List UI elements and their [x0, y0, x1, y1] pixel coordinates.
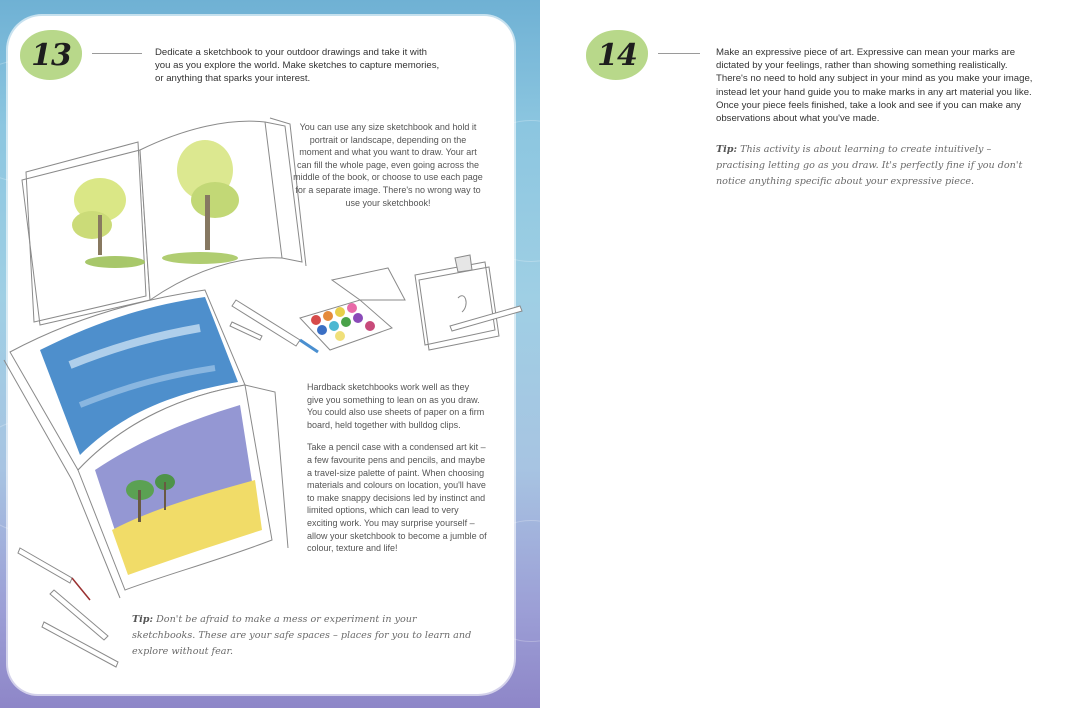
- activity-intro: Dedicate a sketchbook to your outdoor drawings and take it with you as you explore the world. Make sketches to capture memories, or anything that sparks your interest.: [155, 47, 440, 85]
- pencils-group: [18, 548, 118, 667]
- paint-palette: [300, 268, 405, 350]
- tip-text: This activity is about learning to create intuitively – practising letting go as you draw. It's perfectly fine if you don't notice anything specific about your expressive piece.: [716, 144, 1023, 187]
- clipped-notepad: [415, 255, 499, 350]
- open-sketchbook-top: [22, 118, 306, 325]
- pencil-short: [230, 322, 262, 340]
- body-text-sketchbook-size: You can use any size sketchbook and hold it portrait or landscape, depending on the moment and what you want to draw. Your art can fill the whole page, even going across the middle of the book, or choose to use each page for a separate image. There's no wrong way to use your sketchbook!: [293, 122, 483, 208]
- paintbrush: [232, 300, 318, 352]
- divider-line: [658, 53, 700, 54]
- activity-number-badge: [586, 30, 648, 80]
- activity-number: 13: [31, 37, 71, 73]
- paragraph-hardback: Hardback sketchbooks work well as they give you something to lean on as you draw. You could also use sheets of paper on a firm board, held together with bulldog clips.: [307, 382, 485, 430]
- tip-label: Tip:: [132, 614, 154, 625]
- paragraph-pencil-case: Take a pencil case with a condensed art kit – a few favourite pens and pencils, and maybe a travel-size palette of paint. When choosing materials and colours on location, you'll have to make snappy decisions led by instinct and limited options, which can lead to very exciting work. You may surprise yourself – allow your sketchbook to become a jumble of colour, texture and life!: [307, 442, 487, 554]
- body-text-hardback: [307, 381, 487, 565]
- activity-number: 14: [597, 37, 637, 73]
- tip-text: Don't be afraid to make a mess or experiment in your sketchbooks. These are your safe spaces – places for you to learn and explore without fear.: [132, 614, 472, 657]
- activity-intro: Make an expressive piece of art. Expressive can mean your marks are dictated by your feelings, rather than showing something realistically. There's no need to hold any subject in your mind as you make your image, instead let your hand guide you to make marks in any art material you like. Once your piece feels finished, take a look and see if you can make any observations about what you've made.: [716, 47, 1033, 125]
- tip-box: [132, 612, 477, 660]
- tip-box: [716, 142, 1034, 190]
- right-page: [540, 0, 1080, 708]
- tip-label: Tip:: [716, 144, 738, 155]
